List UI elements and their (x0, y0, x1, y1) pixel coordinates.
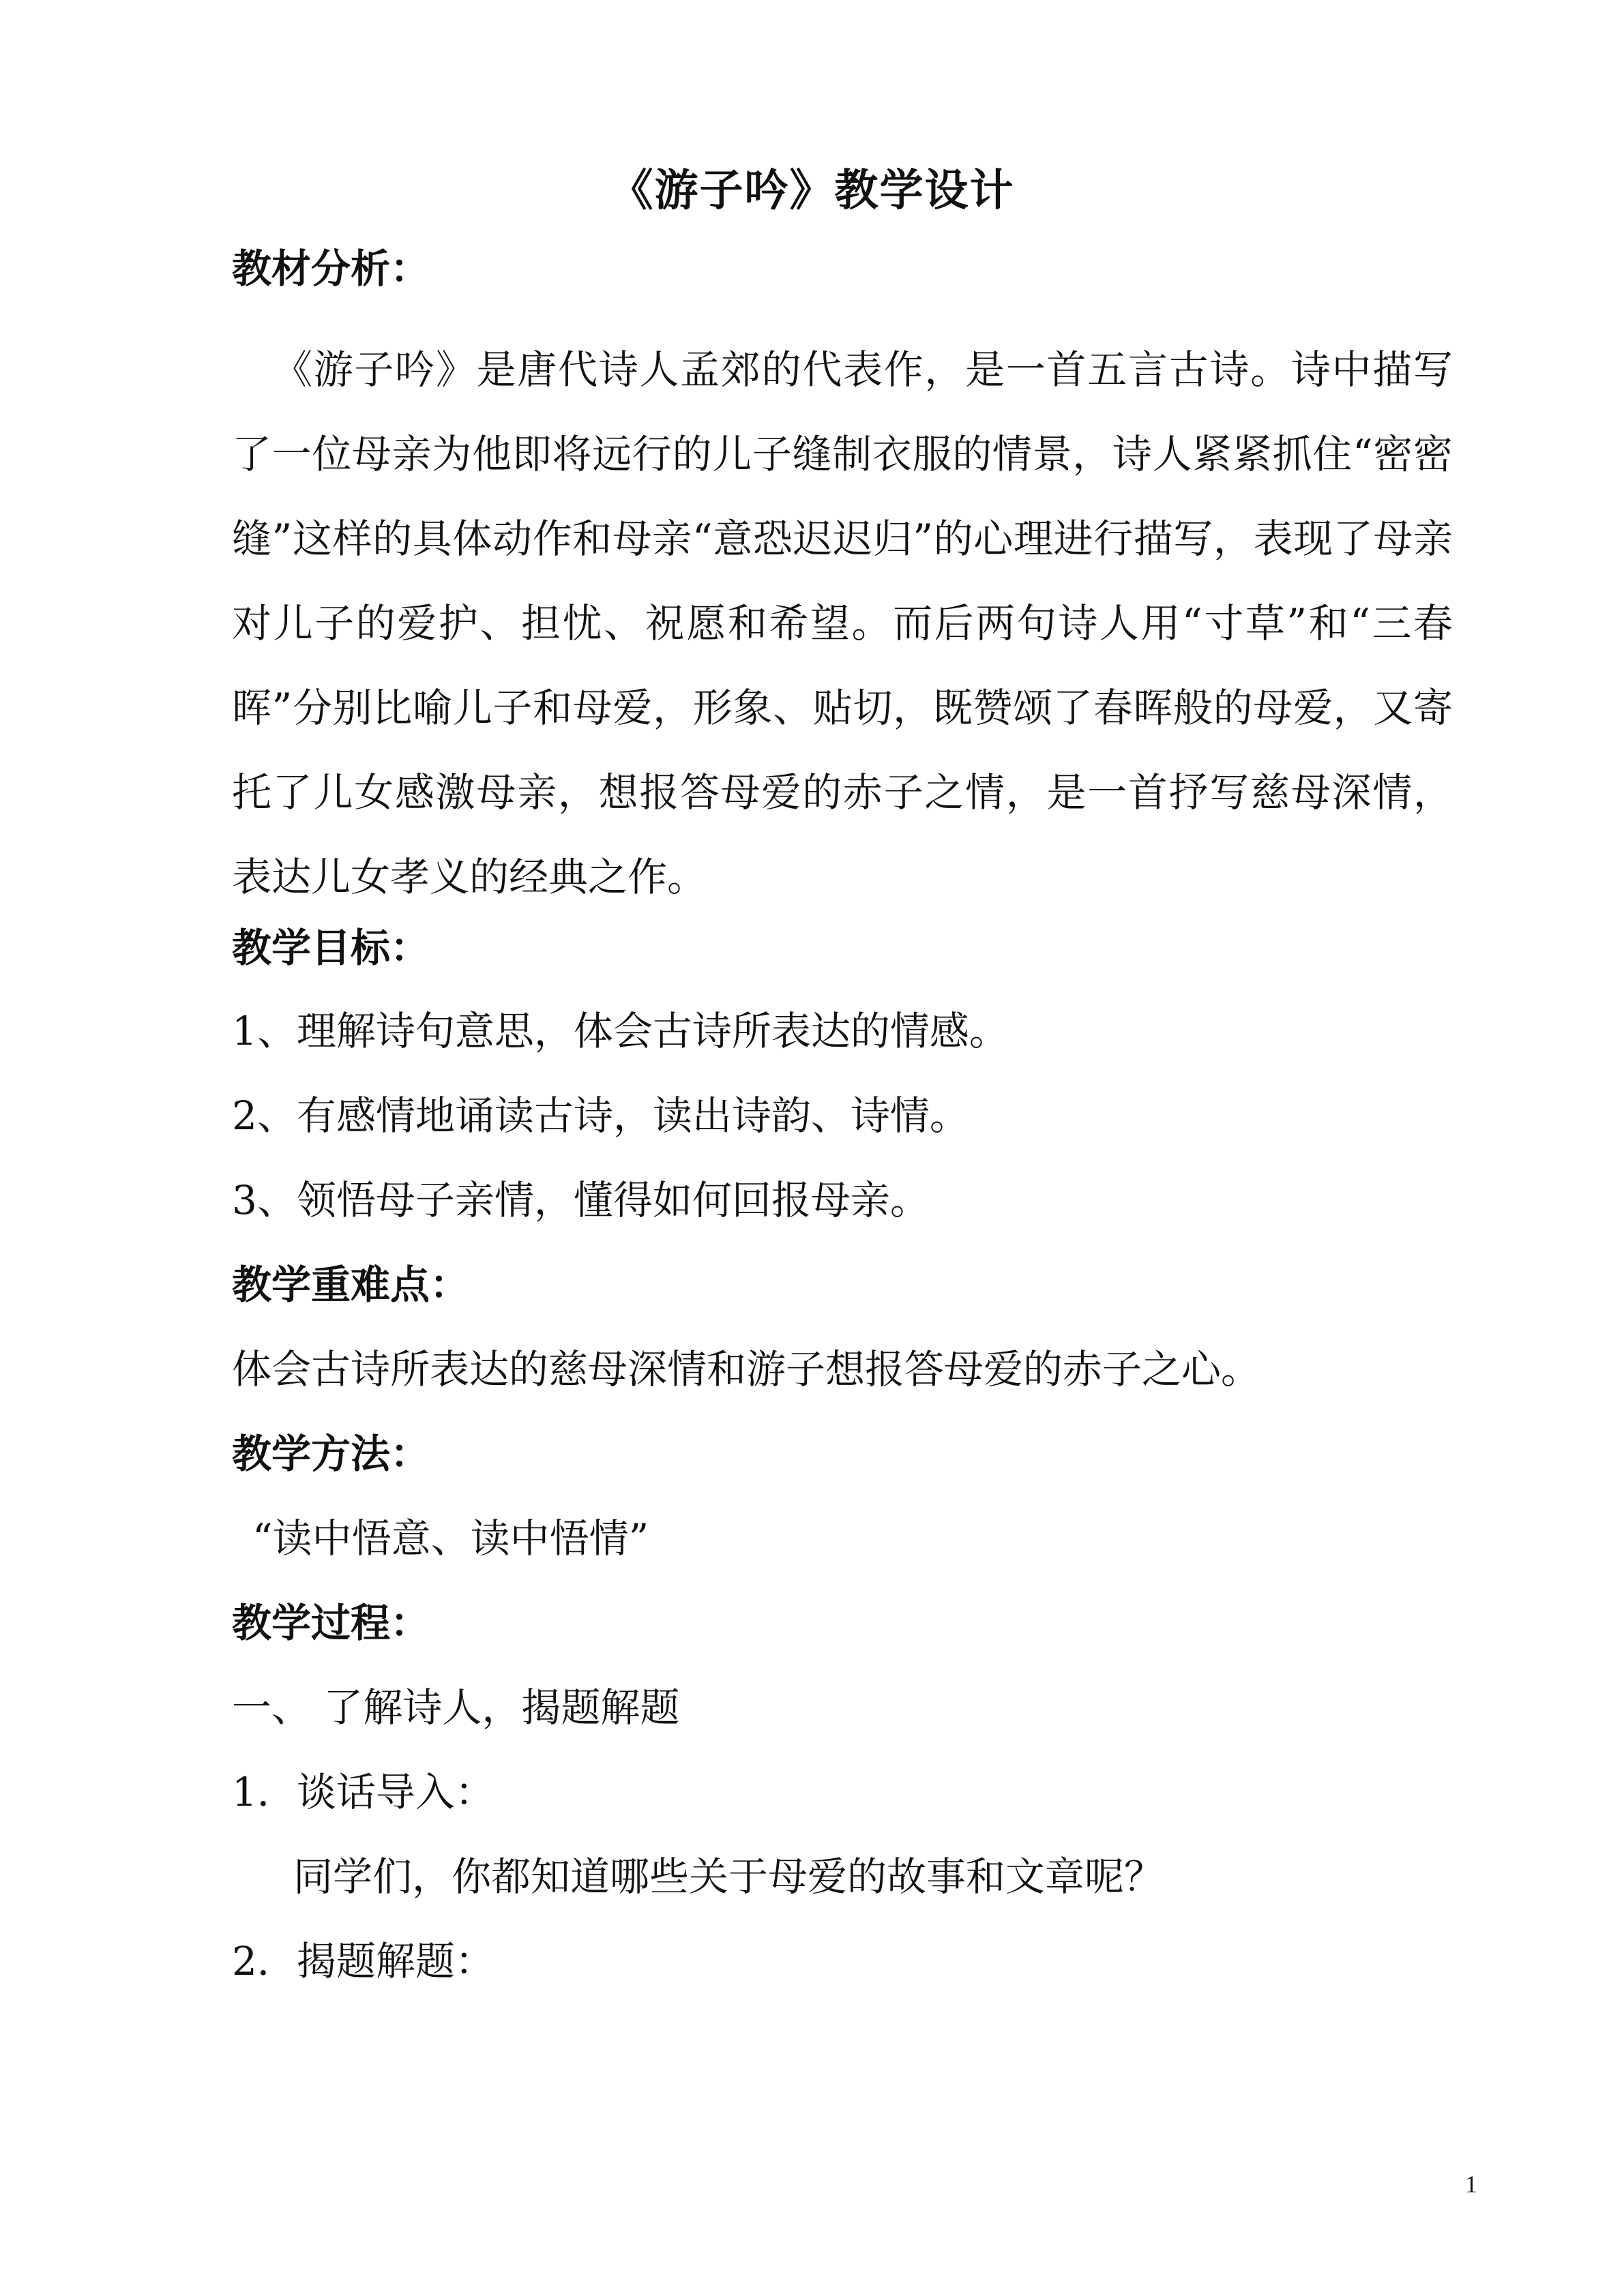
keypoints-heading: 教学重难点： (232, 1262, 470, 1308)
page-number: 1 (1465, 2171, 1477, 2198)
goal-item-2: 2、有感情地诵读古诗，读出诗韵、诗情。 (232, 1092, 969, 1139)
analysis-heading: 教材分析： (232, 245, 430, 292)
process-sub-2: 2．揭题解题： (232, 1938, 494, 1984)
process-sub-1: 1．谈话导入： (232, 1769, 494, 1815)
goal-item-3: 3、领悟母子亲情，懂得如何回报母亲。 (232, 1177, 930, 1223)
process-step-1: 一、 了解诗人，揭题解题 (232, 1684, 680, 1731)
goals-heading: 教学目标： (232, 925, 430, 971)
method-text: “读中悟意、读中悟情” (252, 1515, 649, 1562)
process-heading: 教学过程： (232, 1600, 430, 1646)
method-heading: 教学方法： (232, 1431, 430, 1477)
goal-item-1: 1、理解诗句意思，体会古诗所表达的情感。 (232, 1008, 1009, 1054)
analysis-paragraph: 《游子吟》是唐代诗人孟郊的代表作，是一首五言古诗。诗中描写了一位母亲为他即将远行的儿子缝制衣服的情景，诗人紧紧抓住“密密缝”这样的具体动作和母亲“意恐迟迟归”的心理进行描写，表现了母亲对儿子的爱护、担忧、祝愿和希望。而后两句诗人用“寸草”和“三春晖”分别比喻儿子和母爱，形象、贴切，既赞颂了春晖般的母爱，又寄托了儿女感激母亲，想报答母爱的赤子之情，是一首抒写慈母深情，表达儿女孝义的经典之作。 (232, 346, 1453, 900)
keypoints-text: 体会古诗所表达的慈母深情和游子想报答母爱的赤子之心。 (232, 1346, 1261, 1392)
document-title: 《游子吟》教学设计 (609, 165, 1015, 216)
process-sub-1-text: 同学们，你都知道哪些关于母爱的故事和文章呢？ (293, 1853, 1164, 1900)
